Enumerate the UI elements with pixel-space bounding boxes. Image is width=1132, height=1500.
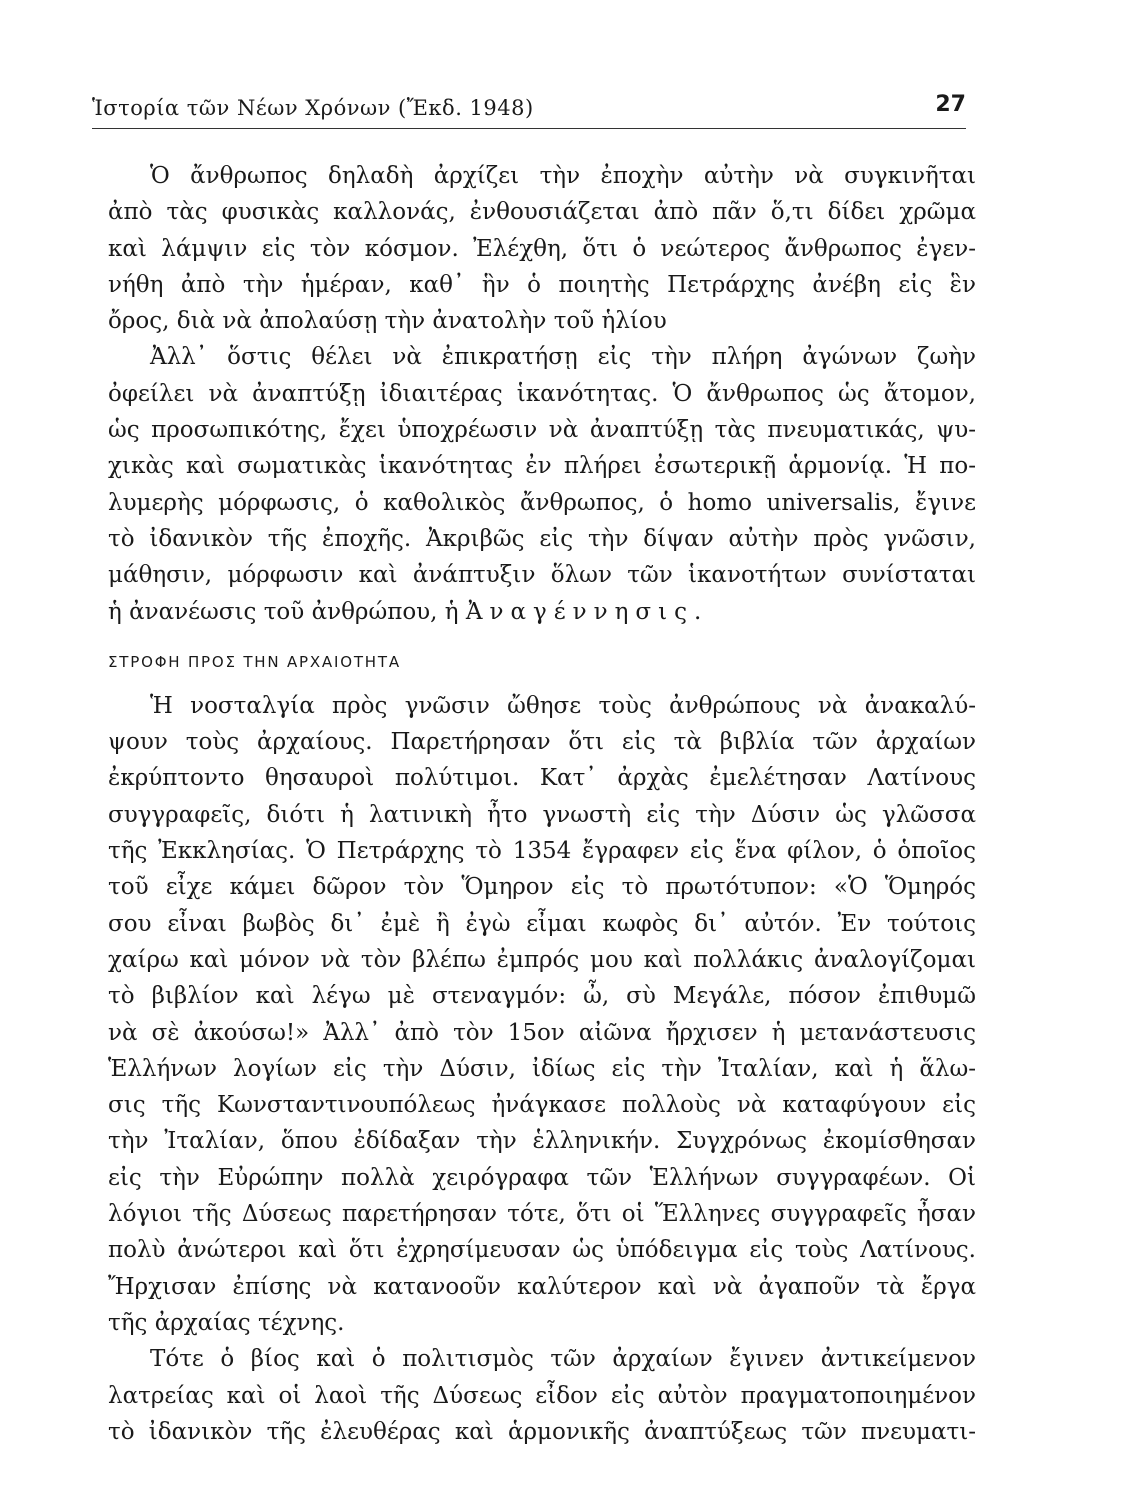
text-line: πολὺ ἀνώτεροι καὶ ὅτι ἐχρησίμευσαν ὡς ὑπόδειγμα εἰς τοὺς Λατίνους.	[108, 1237, 976, 1264]
text-line: νὰ σὲ ἀκούσω!» Ἀλλ᾽ ἀπὸ τὸν 15ον αἰῶνα ἤρχισεν ἡ μετανάστευσις	[108, 1019, 976, 1046]
page-body	[108, 158, 976, 1450]
text-line: Ἑλλήνων λογίων εἰς τὴν Δύσιν, ἰδίως εἰς τὴν Ἰταλίαν, καὶ ἡ ἅλω-	[108, 1055, 976, 1082]
running-title: Ἱστορία τῶν Νέων Χρόνων (Ἔκδ. 1948)	[92, 96, 534, 120]
text-line-final	[108, 594, 976, 630]
text-line: μάθησιν, μόρφωσιν καὶ ἀνάπτυξιν ὅλων τῶν ἱκανοτήτων συνίσταται	[108, 562, 976, 589]
text-line: λυμερὴς μόρφωσις, ὁ καθολικὸς ἄνθρωπος, ὁ homo universalis, ἔγινε	[108, 489, 976, 516]
final-line-text: ἡ ἀνανέωσις τοῦ ἀνθρώπου, ἡ	[108, 598, 459, 625]
paragraph-1	[108, 158, 976, 339]
page-number: 27	[935, 92, 966, 117]
text-line: Ἡ νοσταλγία πρὸς γνῶσιν ὤθησε τοὺς ἀνθρώπους νὰ ἀνακαλύ-	[150, 692, 976, 719]
running-header	[92, 92, 966, 126]
header-rule	[92, 128, 966, 129]
emphasized-term: Ἀναγέννησις.	[465, 598, 709, 625]
text-line: τῆς Ἐκκλησίας. Ὁ Πετράρχης τὸ 1354 ἔγραφεν εἰς ἕνα φίλον, ὁ ὁποῖος	[108, 838, 976, 865]
text-line: Ἤρχισαν ἐπίσης νὰ κατανοοῦν καλύτερον καὶ νὰ ἀγαποῦν τὰ ἔργα	[108, 1273, 976, 1300]
paragraph-3	[108, 688, 976, 1341]
text-line: ἐκρύπτοντο θησαυροὶ πολύτιμοι. Κατ᾽ ἀρχὰς ἐμελέτησαν Λατίνους	[108, 765, 976, 792]
text-line: λατρείας καὶ οἱ λαοὶ τῆς Δύσεως εἶδον εἰς αὐτὸν πραγματοποιημένον	[108, 1382, 976, 1409]
text-line: ὀφείλει νὰ ἀναπτύξῃ ἰδιαιτέρας ἱκανότητας. Ὁ ἄνθρωπος ὡς ἄτομον,	[108, 380, 976, 407]
text-line: τοῦ εἶχε κάμει δῶρον τὸν Ὅμηρον εἰς τὸ πρωτότυπον: «Ὁ Ὅμηρός	[108, 874, 976, 901]
text-line: ψουν τοὺς ἀρχαίους. Παρετήρησαν ὅτι εἰς τὰ βιβλία τῶν ἀρχαίων	[108, 729, 976, 756]
text-line: Ὁ ἄνθρωπος δηλαδὴ ἀρχίζει τὴν ἐποχὴν αὐτὴν νὰ συγκινῆται	[150, 163, 976, 189]
text-line: Τότε ὁ βίος καὶ ὁ πολιτισμὸς τῶν ἀρχαίων ἔγινεν ἀντικείμενον	[150, 1346, 976, 1373]
text-line: ἀπὸ τὰς φυσικὰς καλλονάς, ἐνθουσιάζεται ἀπὸ πᾶν ὅ,τι δίδει χρῶμα	[108, 199, 976, 226]
text-line: τὸ βιβλίον καὶ λέγω μὲ στεναγμόν: ὦ, σὺ Μεγάλε, πόσον ἐπιθυμῶ	[108, 983, 976, 1010]
text-line: τὸ ἰδανικὸν τῆς ἐλευθέρας καὶ ἁρμονικῆς ἀναπτύξεως τῶν πνευματι-	[108, 1418, 976, 1445]
text-line: χικὰς καὶ σωματικὰς ἱκανότητας ἐν πλήρει ἐσωτερικῇ ἁρμονίᾳ. Ἡ πο-	[108, 453, 976, 480]
text-line: λόγιοι τῆς Δύσεως παρετήρησαν τότε, ὅτι οἱ Ἕλληνες συγγραφεῖς ἦσαν	[108, 1201, 976, 1228]
text-line: καὶ λάμψιν εἰς τὸν κόσμον. Ἐλέχθη, ὅτι ὁ νεώτερος ἄνθρωπος ἐγεν-	[108, 235, 976, 262]
text-line: ὡς προσωπικότης, ἔχει ὑποχρέωσιν νὰ ἀναπτύξῃ τὰς πνευματικάς, ψυ-	[108, 417, 976, 444]
paragraph-4	[108, 1341, 976, 1450]
paragraph-2	[108, 339, 976, 629]
text-line: Ἀλλ᾽ ὅστις θέλει νὰ ἐπικρατήσῃ εἰς τὴν πλήρη ἀγώνων ζωὴν	[150, 344, 976, 371]
text-line: ὄρος, διὰ νὰ ἀπολαύσῃ τὴν ἀνατολὴν τοῦ ἡλίου	[108, 308, 667, 335]
text-line: τὴν Ἰταλίαν, ὅπου ἐδίδαξαν τὴν ἑλληνικήν. Συγχρόνως ἐκομίσθησαν	[108, 1128, 976, 1155]
section-heading: ΣΤΡΟΦΗ ΠΡΟΣ ΤΗΝ ΑΡΧΑΙΟΤΗΤΑ	[108, 652, 401, 671]
text-line: τὸ ἰδανικὸν τῆς ἐποχῆς. Ἀκριβῶς εἰς τὴν δίψαν αὐτὴν πρὸς γνῶσιν,	[108, 525, 976, 552]
text-line: χαίρω καὶ μόνον νὰ τὸν βλέπω ἐμπρός μου καὶ πολλάκις ἀναλογίζομαι	[108, 946, 976, 973]
text-line: σις τῆς Κωνσταντινουπόλεως ἠνάγκασε πολλοὺς νὰ καταφύγουν εἰς	[108, 1092, 976, 1119]
text-line: νήθη ἀπὸ τὴν ἡμέραν, καθ᾽ ἣν ὁ ποιητὴς Πετράρχης ἀνέβη εἰς ἓν	[108, 271, 976, 298]
text-line: εἰς τὴν Εὐρώπην πολλὰ χειρόγραφα τῶν Ἑλλήνων συγγραφέων. Οἱ	[108, 1164, 976, 1191]
text-line: συγγραφεῖς, διότι ἡ λατινικὴ ἦτο γνωστὴ εἰς τὴν Δύσιν ὡς γλῶσσα	[108, 801, 976, 828]
text-line: τῆς ἀρχαίας τέχνης.	[108, 1309, 345, 1336]
text-line: σου εἶναι βωβὸς δι᾽ ἐμὲ ἢ ἐγὼ εἶμαι κωφὸς δι᾽ αὐτόν. Ἐν τούτοις	[108, 910, 976, 937]
